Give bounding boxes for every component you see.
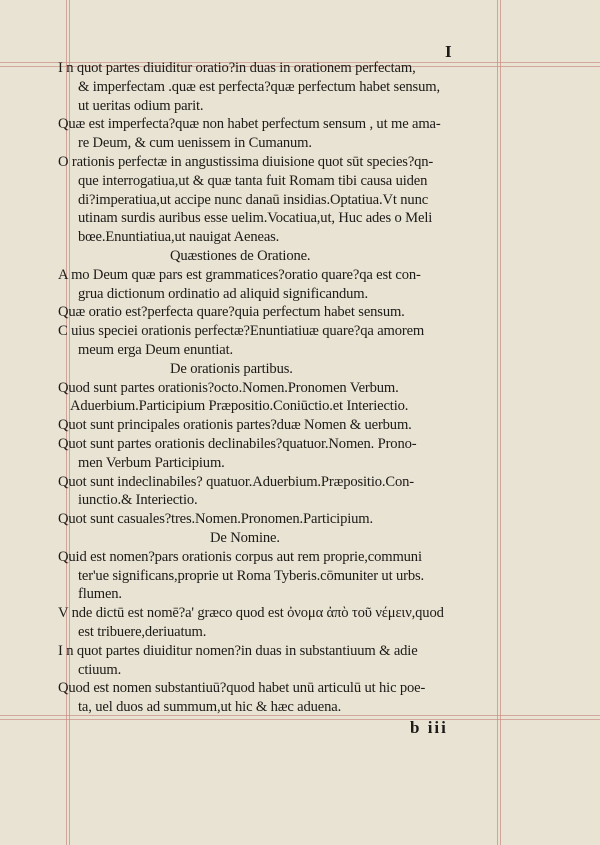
text-line: di?imperatiua,ut accipe nunc danaū insidias.Optatiua.Vt nunc xyxy=(78,191,429,208)
text-line: Quæstiones de Oratione. xyxy=(170,248,311,264)
text-line: Quid est nomen?pars orationis corpus aut rem proprie,communi xyxy=(58,548,422,565)
text-line: flumen. xyxy=(78,586,122,603)
text-line: Quod est nomen substantiuū?quod habet unū articulū ut hic poe- xyxy=(58,680,426,697)
text-line: O rationis perfectæ in angustissima diuisione quot sūt species?qn- xyxy=(58,154,434,170)
text-line: iunctio.& Interiectio. xyxy=(78,492,198,509)
text-line: Quot sunt partes orationis declinabiles?quatuor.Nomen. Prono- xyxy=(58,436,417,452)
text-line: A mo Deum quæ pars est grammatices?oratio quare?qa est con- xyxy=(58,266,421,283)
text-line: ta, uel duos ad summum,ut hic & hæc aduena. xyxy=(78,699,342,716)
text-line: I n quot partes diuiditur nomen?in duas in substantiuum & adie xyxy=(58,642,418,659)
text-line: De Nomine. xyxy=(210,530,280,546)
text-line: & imperfectam .quæ est perfecta?quæ perfectum habet sensum, xyxy=(78,78,440,95)
text-line: Quæ est imperfecta?quæ non habet perfectum sensum , ut me ama- xyxy=(58,116,441,133)
text-line: ut ueritas odium parit. xyxy=(78,97,204,114)
folio-number: I xyxy=(445,42,452,61)
text-line: I n quot partes diuiditur oratio?in duas in orationem perfectam, xyxy=(58,60,416,76)
text-line: Quod sunt partes orationis?octo.Nomen.Pronomen Verbum. xyxy=(58,379,399,396)
text-line: C uius speciei orationis perfectæ?Enuntiatiuæ quare?qa amorem xyxy=(58,323,425,340)
signature-mark: b iii xyxy=(410,718,448,737)
text-line: Quot sunt casuales?tres.Nomen.Pronomen.Participium. xyxy=(58,511,373,528)
text-line: Quot sunt principales orationis partes?duæ Nomen & uerbum. xyxy=(58,417,412,434)
text-line: Quot sunt indeclinabiles? quatuor.Aduerbium.Præpositio.Con- xyxy=(58,473,414,490)
text-line: bœe.Enuntiatiua,ut nauigat Aeneas. xyxy=(78,229,280,246)
text-line: Aduerbium.Participium Præpositio.Coniūctio.et Interiectio. xyxy=(70,398,409,415)
text-line: men Verbum Participium. xyxy=(78,454,225,471)
text-line: Quæ oratio est?perfecta quare?quia perfectum habet sensum. xyxy=(58,304,405,321)
text-line: est tribuere,deriuatum. xyxy=(78,624,207,640)
text-line: utinam surdis auribus esse uelim.Vocatiua,ut, Huc ades o Meli xyxy=(78,210,433,227)
text-line: re Deum, & cum uenissem in Cumanum. xyxy=(78,135,312,152)
rule-bottom-inner xyxy=(0,719,600,720)
text-line: meum erga Deum enuntiat. xyxy=(78,342,233,358)
text-line: V nde dictū est nomē?a' græco quod est ὀνομα ἀπὸ τοῦ νέμειν,quod xyxy=(58,605,444,622)
text-line: que interrogatiua,ut & quæ tanta fuit Romam tibi causa uiden xyxy=(78,172,428,189)
text-line: De orationis partibus. xyxy=(170,360,293,377)
text-line: grua dictionum ordinatio ad aliquid significandum. xyxy=(78,285,368,302)
text-line: ter'ue significans,proprie ut Roma Tyberis.cōmuniter ut urbs. xyxy=(78,567,425,584)
text-line: ctiuum. xyxy=(78,661,122,678)
